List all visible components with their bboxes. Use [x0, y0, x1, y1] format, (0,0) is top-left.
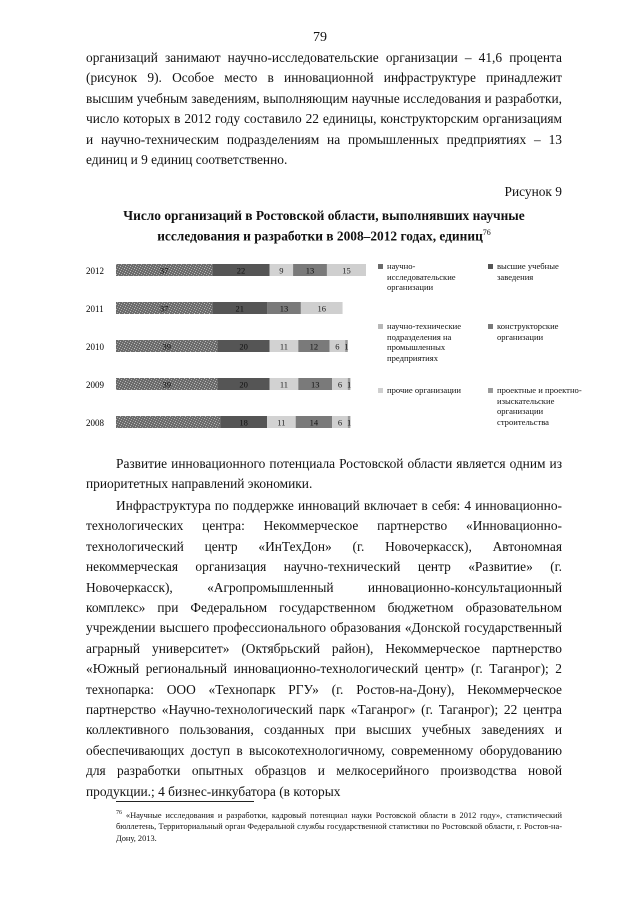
figure-title: [86, 207, 562, 244]
bar-segment-2008-s0: [116, 416, 220, 428]
legend-label-industrial-divisions: научно-технические подразделения на промышленных предприятиях: [387, 321, 462, 363]
page-number: 79: [313, 30, 327, 45]
data-label-2008-s4: 6: [337, 417, 343, 428]
legend-marker-other: [378, 388, 383, 393]
legend-label-research: научно-исследовательские организации: [387, 261, 456, 292]
data-label-2008-s2: 11: [277, 417, 286, 428]
legend-label-design-bureaus: конструкторские организации: [497, 321, 559, 342]
category-label-2008: 2008: [86, 418, 104, 428]
data-label-2008-s5: 1: [346, 417, 352, 428]
paragraph-2: Развитие инновационного потенциала Ростовской области является одним из приоритетных направлений экономики.: [86, 456, 562, 492]
data-label-2009-s0: 39: [162, 379, 172, 390]
footnote-number: 76: [116, 810, 122, 816]
data-label-2009-s5: 1: [346, 379, 352, 390]
legend-item-construction-design: [488, 385, 592, 427]
category-label-2009: 2009: [86, 380, 104, 390]
legend-item-research: [378, 261, 482, 293]
category-label-2012: 2012: [86, 266, 104, 276]
data-label-2010-s5: 1: [344, 341, 349, 352]
legend-marker-industrial-divisions: [378, 324, 383, 329]
data-label-2010-s4: 6: [335, 341, 340, 352]
data-label-2011-s3: 13: [279, 303, 289, 314]
legend-marker-research: [378, 264, 383, 269]
stacked-bar-chart: [86, 254, 372, 434]
legend-item-industrial-divisions: [378, 321, 482, 363]
figure-label: Рисунок 9: [504, 184, 562, 199]
footnote-rule: [116, 801, 254, 802]
paragraph-1: организаций занимают научно-исследовательские организации – 41,6 процента (рисунок 9). Особое место в инновационной инфраструктуре принадлежит высшим учебным заведениям, выполняющим научные исследования и разработки, число которых в 2012 году составило 22 единицы, конструкторским организациям и научно-техническим подразделениям на промышленных предприятиях – 13 единиц и 9 единиц соответственно.: [86, 50, 562, 168]
legend-label-construction-design: проектные и проектно-изыскательские организации строительства: [497, 385, 582, 427]
data-label-2009-s3: 13: [310, 379, 320, 390]
legend-item-universities: [488, 261, 592, 282]
data-label-2011-s0: 37: [159, 303, 169, 314]
legend-item-design-bureaus: [488, 321, 592, 342]
data-label-2012-s4: 15: [342, 265, 351, 276]
data-label-2009-s1: 20: [239, 379, 248, 390]
data-label-2012-s0: 37: [159, 265, 169, 276]
data-label-2010-s3: 12: [309, 341, 319, 352]
legend-label-other: прочие организации: [387, 385, 461, 395]
legend-marker-design-bureaus: [488, 324, 493, 329]
chart-bars: [86, 264, 366, 428]
footnote: [116, 808, 562, 844]
figure-title-footnote-ref: 76: [482, 228, 491, 237]
category-label-2010: 2010: [86, 342, 104, 352]
footnote-text: «Научные исследования и разработки, кадровый потенциал науки Ростовской области в 2012 году», статистический бюллетень, Территориальный орган Федеральной службы государственной статистики по Ростовской области, г. Ростов-на-Дону, 2013.: [116, 810, 562, 843]
legend-marker-universities: [488, 264, 493, 269]
data-label-2008-s3: 14: [309, 417, 319, 428]
data-label-2012-s2: 9: [279, 265, 284, 276]
data-label-2012-s1: 22: [236, 265, 246, 276]
data-label-2010-s2: 11: [279, 341, 289, 352]
figure-title-text: Число организаций в Ростовской области, выполнявших научные исследования и разработки в 2008–2012 годах, единиц: [123, 208, 525, 244]
category-label-2011: 2011: [86, 304, 104, 314]
data-label-2008-s1: 18: [239, 417, 248, 428]
data-label-2010-s0: 39: [162, 341, 172, 352]
chart-legend: [378, 261, 594, 437]
data-label-2011-s4: 16: [317, 303, 326, 314]
data-label-2009-s4: 6: [337, 379, 343, 390]
data-label-2012-s3: 13: [305, 265, 315, 276]
legend-item-other: [378, 385, 482, 396]
legend-marker-construction-design: [488, 388, 493, 393]
legend-label-universities: высшие учебные заведения: [497, 261, 559, 282]
data-label-2009-s2: 11: [279, 379, 289, 390]
paragraph-3: Инфраструктура по поддержке инноваций включает в себя: 4 инновационно-технологических центра: Некоммерческое партнерство «Инновационно-технологический центр «ИнТехДон» (г. Новочеркасск), Автономная некоммерческая организация научно-технический центр «Развитие» (г. Новочеркасск), «Агропромышленный инновационно-консультационный комплекс» при Федеральном государственном бюджетном образовательном учреждении высшего профессионального образования «Донской государственный аграрный университет» (Октябрьский район), Некоммерческое партнерство «Южный региональный инновационно-технологический центр» (г. Таганрог); 2 технопарка: ООО «Технопарк РГУ» (г. Ростов-на-Дону), Некоммерческое партнерство «Научно-технологический парк «Таганрог» (г. Таганрог); 22 центра коллективного пользования, созданных при высших учебных заведениях и обеспечивающих доступ в высокотехнологичному, современному оборудованию для разработки опытных образцов и мелкосерийного производства новой продукции.; 4 бизнес-инкубатора (в которых: [86, 498, 562, 799]
data-label-2010-s1: 20: [239, 341, 248, 352]
data-label-2011-s1: 21: [235, 303, 244, 314]
